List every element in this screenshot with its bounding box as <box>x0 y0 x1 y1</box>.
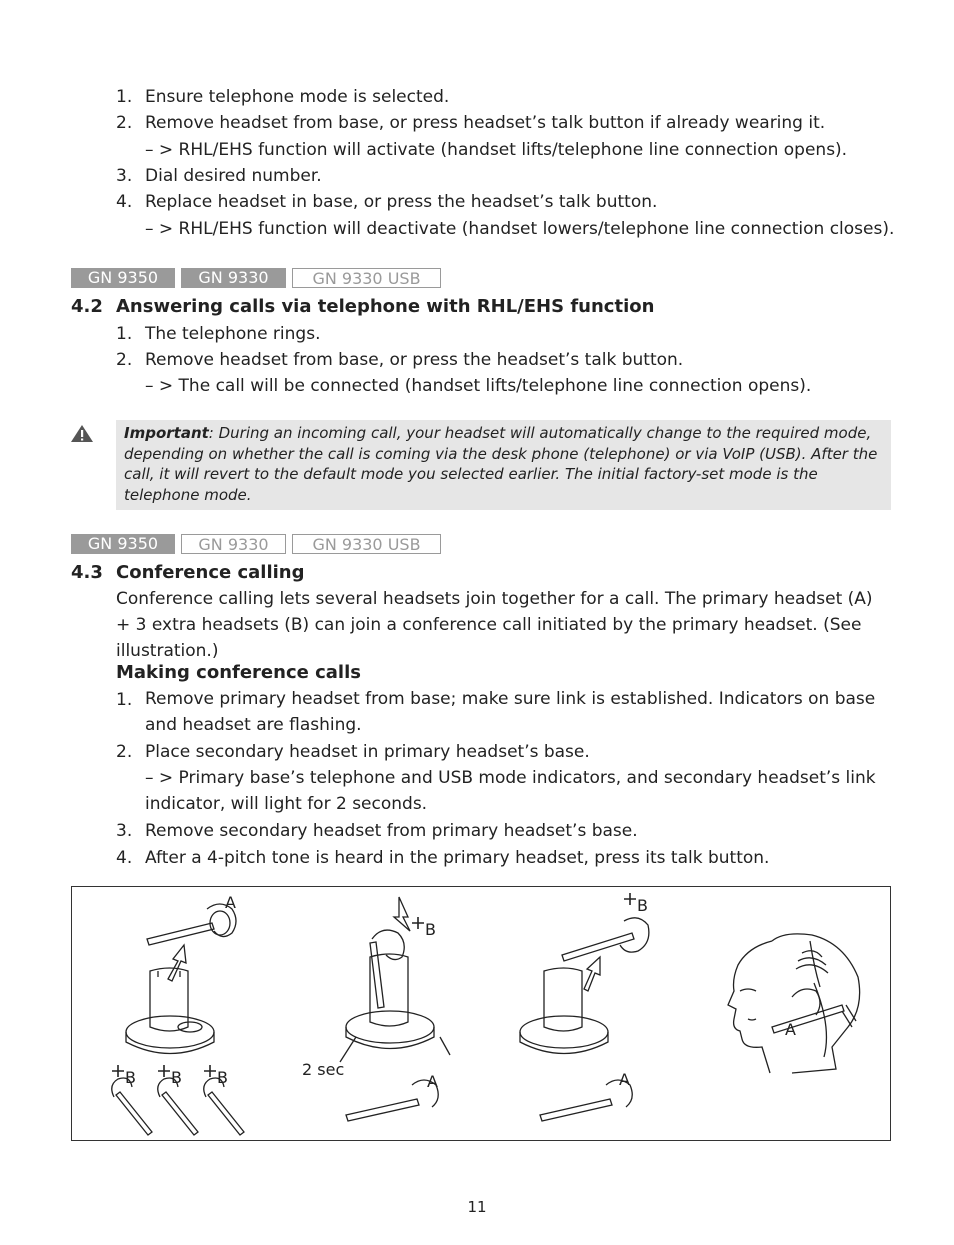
step-number: 4. <box>116 192 133 212</box>
step-number: 1. <box>116 87 133 107</box>
plus-icon <box>158 1065 170 1077</box>
model-tag-gn9330: GN 9330 <box>181 534 286 554</box>
plus-icon <box>624 893 636 905</box>
label-a: A <box>619 1070 630 1089</box>
step-text: Remove headset from base, or press the headset’s talk button. <box>145 350 684 370</box>
arrow-up-icon <box>584 957 600 991</box>
important-note <box>116 420 891 510</box>
label-b: B <box>425 920 436 939</box>
plus-icon <box>112 1065 124 1077</box>
arrow-up-icon <box>168 945 186 981</box>
step-number: 2. <box>116 742 133 762</box>
conference-illustration <box>71 886 891 1141</box>
step-text: Remove headset from base, or press headset’s talk button if already wearing it. <box>145 113 826 133</box>
headset-icon <box>772 989 844 1033</box>
headset-icon <box>346 1080 438 1121</box>
warning-icon <box>70 424 94 443</box>
step-text: Replace headset in base, or press the headset’s talk button. <box>145 192 658 212</box>
step-number: 3. <box>116 166 133 186</box>
step-number: 2. <box>116 350 133 370</box>
step-text: Dial desired number. <box>145 166 322 186</box>
step-number: 3. <box>116 821 133 841</box>
plus-icon <box>412 917 424 929</box>
step-text: Remove secondary headset from primary headset’s base. <box>145 821 638 841</box>
section-title: Answering calls via telephone with RHL/EHS function <box>116 296 655 317</box>
label-a: A <box>427 1072 438 1091</box>
step-result: – > RHL/EHS function will deactivate (handset lowers/telephone line connection closes). <box>145 219 895 239</box>
step-number: 1. <box>116 324 133 344</box>
label-b: B <box>171 1068 182 1087</box>
label-a: A <box>225 893 236 912</box>
section-title: Conference calling <box>116 562 305 583</box>
model-tag-gn9350: GN 9350 <box>71 268 175 288</box>
subheading: Making conference calls <box>116 662 361 683</box>
section-intro: Conference calling lets several headsets join together for a call. The primary headset (A) + 3 extra headsets (B) can join a conference call initiated by the primary headset. (See illustration.) <box>116 589 873 661</box>
arrow-down-icon <box>394 897 410 931</box>
label-two-sec: 2 sec <box>302 1060 345 1079</box>
step-text: Remove primary headset from base; make sure link is established. Indicators on base and headset are flashing. <box>145 689 876 735</box>
base-icon <box>346 954 434 1049</box>
note-label: Important <box>124 424 209 442</box>
section-number: 4.3 <box>71 562 103 583</box>
label-a: A <box>785 1020 796 1039</box>
model-tag-gn9330-usb: GN 9330 USB <box>292 268 441 288</box>
step-text: After a 4-pitch tone is heard in the primary headset, press its talk button. <box>145 848 770 868</box>
step-number: 2. <box>116 113 133 133</box>
step-text: Ensure telephone mode is selected. <box>145 87 450 107</box>
stand-line <box>842 1005 856 1027</box>
step-number: 4. <box>116 848 133 868</box>
step-number: 1. <box>116 690 133 710</box>
leader-line <box>340 1037 356 1062</box>
page-number: 11 <box>467 1198 487 1216</box>
step-result: – > The call will be connected (handset lifts/telephone line connection opens). <box>145 376 812 396</box>
label-b: B <box>125 1068 136 1087</box>
step-result: – > RHL/EHS function will activate (handset lifts/telephone line connection opens). <box>145 140 848 160</box>
model-tag-gn9330: GN 9330 <box>181 268 286 288</box>
headset-icon <box>370 930 404 1008</box>
step-result: – > Primary base’s telephone and USB mode indicators, and secondary headset’s link indicator, will light for 2 seconds. <box>145 768 876 814</box>
section-number: 4.2 <box>71 296 103 317</box>
illustration-drawing <box>72 887 890 1140</box>
label-b: B <box>637 896 648 915</box>
label-b: B <box>217 1068 228 1087</box>
base-icon <box>520 968 608 1054</box>
leader-line <box>440 1037 450 1055</box>
base-icon <box>126 968 214 1054</box>
model-tag-gn9350: GN 9350 <box>71 534 175 554</box>
person-head-icon <box>728 934 860 1073</box>
headset-icon <box>147 904 236 945</box>
headset-icon <box>562 918 649 961</box>
note-text: : During an incoming call, your headset will automatically change to the required mode, depending on whether the call is coming via the desk phone (telephone) or via VoIP (USB). After the call, it will revert to the default mode you selected earlier. The initial factory-set mode is the telephone mode. <box>124 424 878 504</box>
step-text: Place secondary headset in primary headset’s base. <box>145 742 590 762</box>
step-text: The telephone rings. <box>145 324 321 344</box>
plus-icon <box>204 1065 216 1077</box>
model-tag-gn9330-usb: GN 9330 USB <box>292 534 441 554</box>
